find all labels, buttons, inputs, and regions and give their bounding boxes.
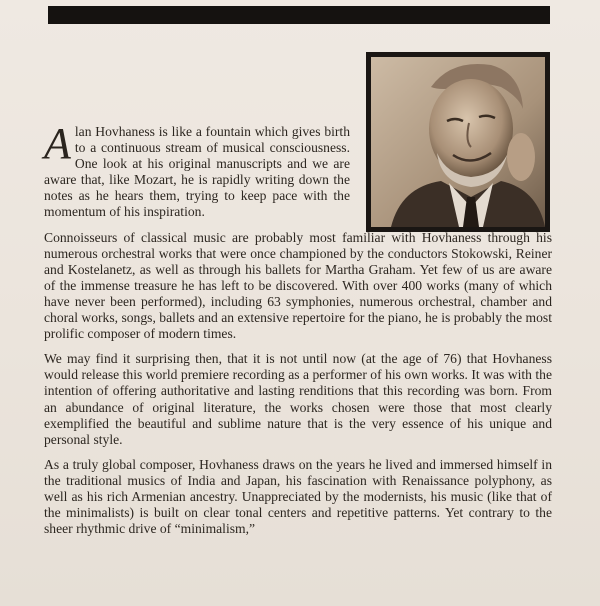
paragraph-1-text: lan Hovhaness is like a fountain which gives birth to a continuous stream of musical consciousness. One look at his original manuscripts and we are aware that, like Mozart, he is rapidly writing down the notes as he hears them, trying to keep pace with the momentum of his inspiration. <box>44 124 350 220</box>
paragraph-4: As a truly global composer, Hovhaness draws on the years he lived and immersed himself in the traditional musics of India and Japan, his fascination with Renaissance polyphony, as well as his rich Armenian ancestry. Unappreciated by the modernists, his music (like that of the minimalists) is built on clear tonal centers and repetitive patterns. Yet contrary to the sheer rhythmic drive of “minimalism,” <box>44 456 552 537</box>
paragraph-2: Connoisseurs of classical music are probably most familiar with Hovhaness through his numerous orchestral works that were once championed by the conductors Stokowski, Reiner and Kostelanetz, as well as through his ballets for Martha Graham. Yet few of us are aware of the immense treasure he has left to be discovered. With over 400 works (many of which have never been performed), including 63 symphonies, numerous orchestral, chamber and choral works, songs, ballets and an extensive repertoire for the piano, he is probably the most prolific composer of modern times. <box>44 229 552 342</box>
paragraph-1 <box>44 119 350 221</box>
paragraph-3: We may find it surprising then, that it is not until now (at the age of 76) that Hovhaness would release this world premiere recording as a performer of his own works. It was with the intention of offering authoritative and lasting renditions that this recording was born. From an abundance of original literature, the works chosen were those that most clearly exemplified the beautiful and sublime nature that is the very essence of his unique and personal style. <box>44 351 552 447</box>
liner-notes-text <box>44 119 552 546</box>
top-black-bar <box>48 6 550 24</box>
drop-cap-initial: A <box>44 119 71 168</box>
